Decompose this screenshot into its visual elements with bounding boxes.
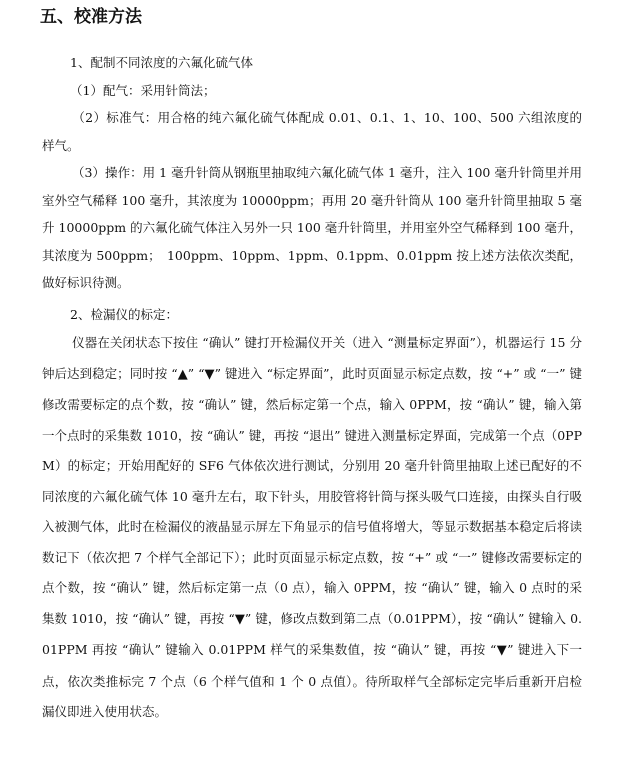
subsection-2-title: 2、检漏仪的标定： xyxy=(70,307,178,322)
down-triangle-icon: ▼ xyxy=(496,643,508,658)
down-triangle-icon: ▼ xyxy=(204,366,215,382)
calibration-text-e: ” 键进入下一点，依次类推标完 7 个点（6 个样气值和 1 个 0 点值）。待所取样气全部标定完毕后重新开启检漏仪即进入使用状态。 xyxy=(42,642,582,719)
down-triangle-icon: ▼ xyxy=(234,611,245,627)
calibration-paragraph xyxy=(42,328,582,728)
gas-mixing-method: （1）配气：采用针筒法； xyxy=(70,83,216,98)
operation-paragraph xyxy=(42,159,582,297)
calibration-text-c: ” 键进入 “标定界面”，此时页面显示标定点数，按 “+” 或 “一” 键修改需要标定的点个数，按 “确认” 键，然后标定第一个点，输入 0PPM，按 “确认” 键，输入第一个点时的采集数 1010，按 “确认” 键，再按 “退出” 键进入测量标定界面，完成第一个点（0PPM）的标定；开始用配好的 SF6 气体依次进行测试，分别用 20 毫升针筒里抽取上述已配好的不同浓度的六氟化硫气体 10 毫升左右，取下针头，用胶管将针筒与探头吸气口连接，由探头自行吸入被测气体，此时在检漏仪的液晶显示屏左下角显示的信号值将增大，等显示数据基本稳定后将读数记下（依次把 7 个样气全部记下）；此时页面显示标定点数，按 “+” 或 “一” 键修改需要标定的点个数，按 “确认” 键，然后标定第一点（0 点），输入 0PPM，按 “确认” 键，输入 0 点时的采集数 1010，按 “确认” 键，再按 “ xyxy=(42,365,582,626)
standard-gas-paragraph xyxy=(42,104,582,159)
up-triangle-icon: ▲ xyxy=(177,366,188,382)
subsection-1-title: 1、配制不同浓度的六氟化硫气体 xyxy=(70,55,253,70)
section-title: 五、校准方法 xyxy=(40,7,142,27)
operation-text: （3）操作：用 1 毫升针筒从钢瓶里抽取纯六氟化硫气体 1 毫升，注入 100 毫升针筒里并用室外空气稀释 100 毫升，其浓度为 10000ppm；再用 20 毫升针筒从 100 毫升针筒里抽取 5 毫升 10000ppm 的六氟化硫气体注入另外一只 100 毫升针筒里，并用室外空气稀释到 100 毫升，其浓度为 500ppm； 100ppm、10ppm、1ppm、0.1ppm、0.01ppm 按上述方法依次类配，做好标识待测。 xyxy=(42,165,582,290)
calibration-text-a: 仪器在关闭状态下按住 “确认” 键打开检漏仪开关（进入 “测量标定界面”），机器运行 15 分钟后达到稳定；同时按 “ xyxy=(42,335,582,381)
calibration-text-d: ” 键，修改点数到第二点（0.01PPM），按 “确认” 键输入 0.01PPM 再按 “确认” 键输入 0.01PPM 样气的采集数值，按 “确认” 键，再按 “ xyxy=(42,610,582,657)
standard-gas-text: （2）标准气：用合格的纯六氟化硫气体配成 0.01、0.1、1、10、100、500 六组浓度的样气。 xyxy=(42,110,582,153)
calibration-text-b: ” “ xyxy=(187,365,205,381)
